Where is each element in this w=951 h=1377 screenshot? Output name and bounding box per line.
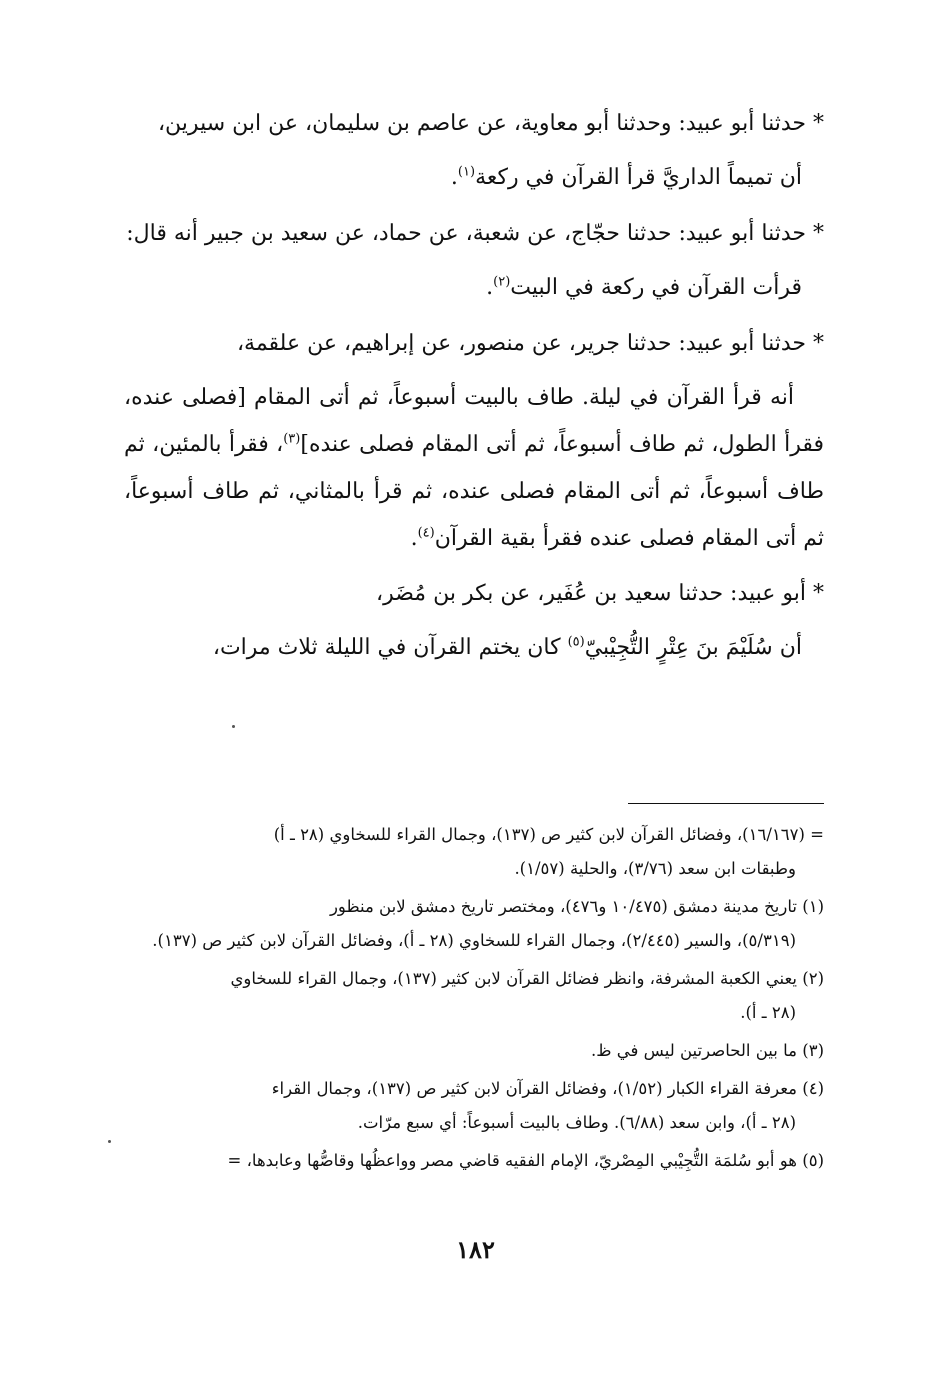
scan-speck — [108, 1140, 111, 1143]
isnad-text: * حدثنا أبو عبيد: وحدثنا أبو معاوية، عن عاصم بن سليمان، عن ابن سيرين، — [157, 111, 824, 136]
report-paragraph-1 — [124, 154, 824, 202]
footnote-marker: (٥) — [567, 634, 585, 650]
footnote-text-continued: (٢٨ ـ أ)، وابن سعد (٦/٨٨). وطاف بالبيت أسبوعاً: أي سبع مرّات. — [357, 1113, 796, 1132]
footnote-text: (١٦/١٦٧)، وفضائل القرآن لابن كثير ص (١٣٧)، وجمال القراء للسخاوي (٢٨ ـ أ) — [273, 825, 805, 844]
footnotes — [124, 818, 824, 1182]
footnote-marker: (١) — [457, 164, 476, 180]
footnote-label: (٣) — [802, 1041, 824, 1060]
footnote-label: (٥) — [802, 1151, 824, 1170]
isnad-text: * حدثنا أبو عبيد: حدثنا جرير، عن منصور، عن إبراهيم، عن علقمة، — [236, 331, 824, 356]
footnote-label: = — [810, 825, 824, 844]
footnote-1 — [124, 890, 824, 958]
report-paragraph-2 — [124, 264, 824, 312]
report-text: أنه قرأ القرآن في ليلة. طاف بالبيت أسبوعاً، ثم أتى المقام [فصلى عنده، فقرأ الطول، ثم طاف أسبوعاً، ثم أتى المقام فصلى عنده] — [124, 385, 825, 457]
report-text: أن سُلَيْمَ بنَ عِتْرٍ التُّجِيْبيّ — [584, 635, 802, 660]
footnote-continuation — [124, 818, 824, 886]
report-tail: . — [486, 275, 494, 300]
report-paragraph-4 — [124, 624, 824, 672]
footnote-text: يعني الكعبة المشرفة، وانظر فضائل القرآن لابن كثير (١٣٧)، وجمال القراء للسخاوي — [230, 969, 797, 988]
footnote-separator — [628, 803, 824, 804]
footnote-text: معرفة القراء الكبار (١/٥٢)، وفضائل القرآن لابن كثير ص (١٣٧)، وجمال القراء — [271, 1079, 797, 1098]
footnote-marker: (٤) — [417, 525, 435, 541]
main-text — [124, 100, 824, 680]
report-text-continued: ، فقرأ بالمئين، ثم طاف أسبوعاً، ثم أتى المقام فصلى عنده، ثم قرأ بالمثاني، ثم طاف أسبوعاً، ثم أتى المقام فصلى عنده فقرأ بقية القرآن — [124, 432, 824, 551]
isnad-paragraph-1 — [124, 100, 824, 148]
footnote-marker: (٢) — [493, 274, 511, 290]
page-number: ١٨٢ — [456, 1235, 495, 1264]
footnote-text-continued: (٥/٣١٩)، والسير (٢/٤٤٥)، وجمال القراء للسخاوي (٢٨ ـ أ)، وفضائل القرآن لابن كثير ص (١٣٧). — [152, 931, 796, 950]
footnote-label: (٢) — [802, 969, 824, 988]
report-paragraph-3 — [124, 374, 824, 562]
footnote-text-continued: وطبقات ابن سعد (٣/٧٦)، والحلية (١/٥٧). — [514, 859, 796, 878]
footnote-4 — [124, 1072, 824, 1140]
isnad-paragraph-4 — [124, 570, 824, 618]
report-text: قرأت القرآن في ركعة في البيت — [510, 275, 802, 300]
footnote-5 — [124, 1144, 824, 1178]
report-text: أن تميماً الداريَّ قرأ القرآن في ركعة — [475, 165, 802, 190]
isnad-paragraph-3 — [124, 320, 824, 368]
footnote-3 — [124, 1034, 824, 1068]
footnote-text: هو أبو سُلمَة التُّجِيْبي المِصْريّ، الإمام الفقيه قاضي مصر وواعظُها وقاصُّها وعابدها، = — [227, 1151, 797, 1170]
footnote-text: تاريخ مدينة دمشق (١٠/٤٧٥ و٤٧٦)، ومختصر تاريخ دمشق لابن منظور — [329, 897, 797, 916]
isnad-paragraph-2 — [124, 210, 824, 258]
isnad-text: * أبو عبيد: حدثنا سعيد بن عُفَير، عن بكر بن مُضَر، — [375, 581, 824, 606]
footnote-marker: (٣) — [283, 431, 301, 447]
footnote-2 — [124, 962, 824, 1030]
report-tail: . — [450, 165, 458, 190]
footnote-label: (١) — [802, 897, 824, 916]
footnote-text-continued: (٢٨ ـ أ). — [740, 1003, 796, 1022]
report-tail: . — [410, 526, 418, 551]
footnote-text: ما بين الحاصرتين ليس في ظ. — [591, 1041, 797, 1060]
scan-speck — [232, 725, 235, 728]
report-tail: كان يختم القرآن في الليلة ثلاث مرات، — [212, 635, 568, 660]
footnote-label: (٤) — [802, 1079, 824, 1098]
isnad-text: * حدثنا أبو عبيد: حدثنا حجّاج، عن شعبة، عن حماد، عن سعيد بن جبير أنه قال: — [126, 221, 824, 246]
